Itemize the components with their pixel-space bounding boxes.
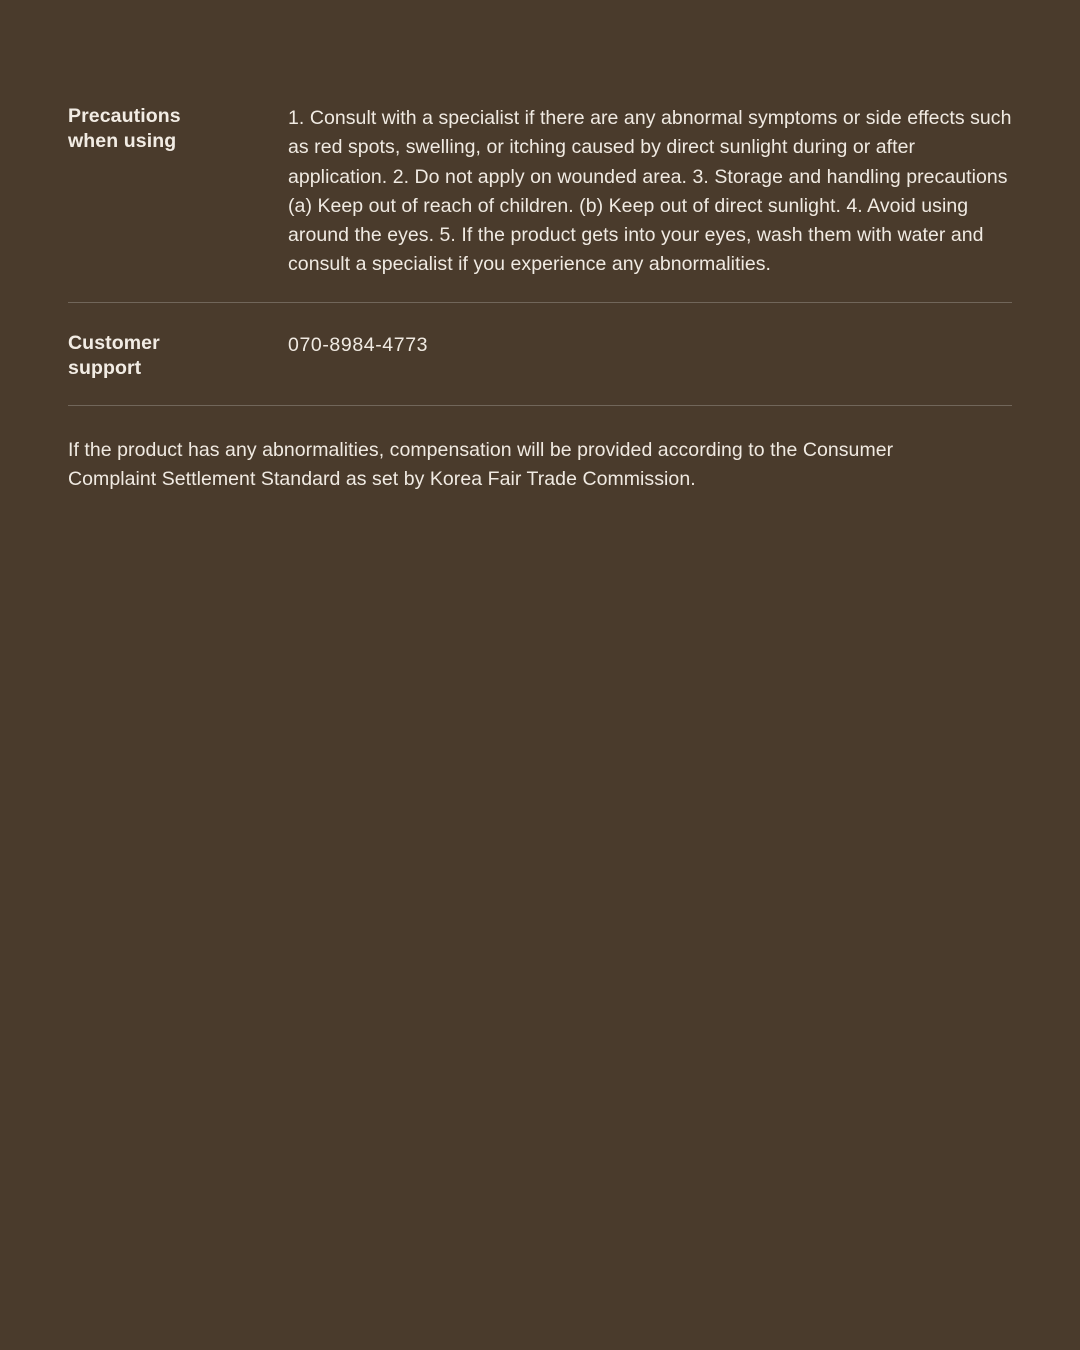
row-label-customer-support-line1: Customer [68,331,160,354]
row-label-customer-support-line2: support [68,356,142,379]
row-value-precautions: 1. Consult with a specialist if there are any abnormal symptoms or side effects such as red spots, swelling, or itching caused by direct sunlight during or after application. 2. Do not apply on wounded area. 3. Storage and handling precautions (a) Keep out of reach of children. (b) Keep out of direct sunlight. 4. Avoid using around the eyes. 5. If the product gets into your eyes, wash them with water and consult a specialist if you experience any abnormalities. [288,107,1012,276]
spec-table [68,0,1012,406]
row-value-customer-support-phone: 070-8984-4773 [288,333,429,356]
row-label-precautions-line1: Precautions [68,105,181,127]
table-row-precautions [68,104,1012,303]
row-label-precautions [68,104,288,155]
table-row-customer-support [68,303,1012,407]
row-label-precautions-line2: when using [68,130,177,153]
compensation-footnote: If the product has any abnormalities, compensation will be provided according to the Consumer Complaint Settlement Standard as set by Korea Fair Trade Commission. [68,439,894,491]
row-label-customer-support [68,331,288,382]
